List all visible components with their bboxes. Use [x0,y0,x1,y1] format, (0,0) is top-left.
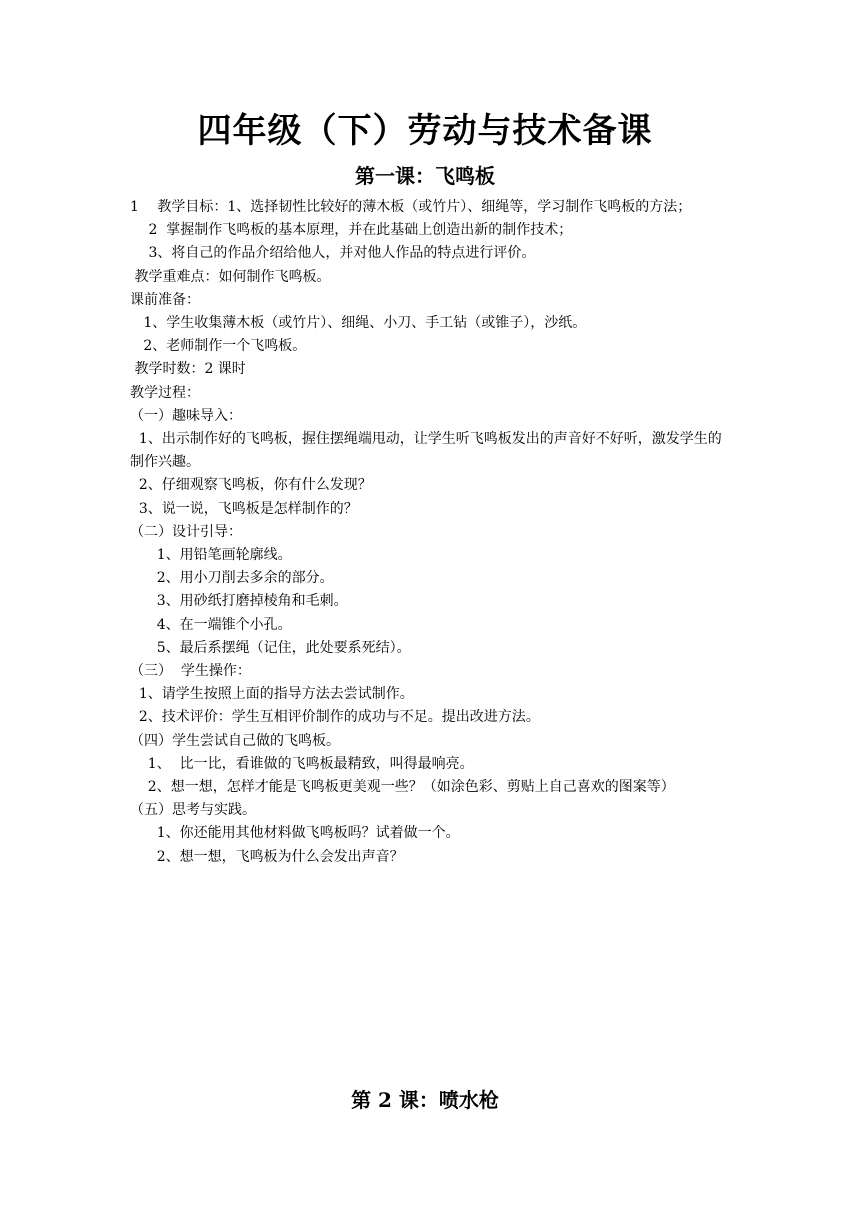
text-line: （五）思考与实践。 [130,802,256,819]
text-line: （一）趣味导入： [130,407,242,424]
text-line: 2、想一想，怎样才能是飞鸣板更美观一些？（如涂色彩、剪贴上自己喜欢的图案等） [130,779,675,796]
lesson-1-title: 第一课：飞鸣板 [355,164,495,188]
text-line: 2、仔细观察飞鸣板，你有什么发现？ [130,477,372,494]
text-line: 2、技术评价：学生互相评价制作的成功与不足。提出改进方法。 [130,709,540,726]
document-title: 四年级（下）劳动与技术备课 [197,111,653,151]
text-line: 1、出示制作好的飞鸣板，握住摆绳端甩动，让学生听飞鸣板发出的声音好不好听，激发学生的制作兴趣。 [130,431,722,471]
text-line: （三） 学生操作： [130,663,251,680]
text-line: （四）学生尝试自己做的飞鸣板。 [130,732,340,749]
text-line: 1、你还能用其他材料做飞鸣板吗？试着做一个。 [130,825,460,842]
text-line: 2、老师制作一个飞鸣板。 [130,338,307,355]
text-line: 2 掌握制作飞鸣板的基本原理，并在此基础上创造出新的制作技术； [130,222,573,239]
text-line: 2、用小刀削去多余的部分。 [130,570,334,587]
text-line: 4、在一端锥个小孔。 [130,616,292,633]
text-line: 3、说一说，飞鸣板是怎样制作的？ [130,500,358,517]
lesson-2-title: 第 2 课：喷水枪 [351,1088,499,1112]
text-line: 3、将自己的作品介绍给他人，并对他人作品的特点进行评价。 [130,245,536,262]
text-line: 教学过程： [130,384,200,401]
text-line: 教学时数：2 课时 [130,361,246,378]
text-line: 1 教学目标：1、选择韧性比较好的薄木板（或竹片）、细绳等，学习制作飞鸣板的方法； [130,199,692,215]
text-line: 1、学生收集薄木板（或竹片）、细绳、小刀、手工钻（或锥子），沙纸。 [130,315,587,332]
text-line: 3、用砂纸打磨掉棱角和毛刺。 [130,593,348,610]
text-line: 5、最后系摆绳（记住，此处要系死结）。 [130,639,411,656]
text-line: 教学重难点：如何制作飞鸣板。 [130,268,331,285]
lesson-1-body [130,196,740,869]
text-line: 1、 比一比，看谁做的飞鸣板最精致，叫得最响亮。 [130,755,474,772]
text-line: 1、用铅笔画轮廓线。 [130,547,292,564]
text-line: 1、请学生按照上面的指导方法去尝试制作。 [130,686,414,703]
text-line: （二）设计引导： [130,523,242,540]
text-line: 2、想一想，飞鸣板为什么会发出声音？ [130,848,404,865]
text-line: 课前准备： [130,291,200,308]
